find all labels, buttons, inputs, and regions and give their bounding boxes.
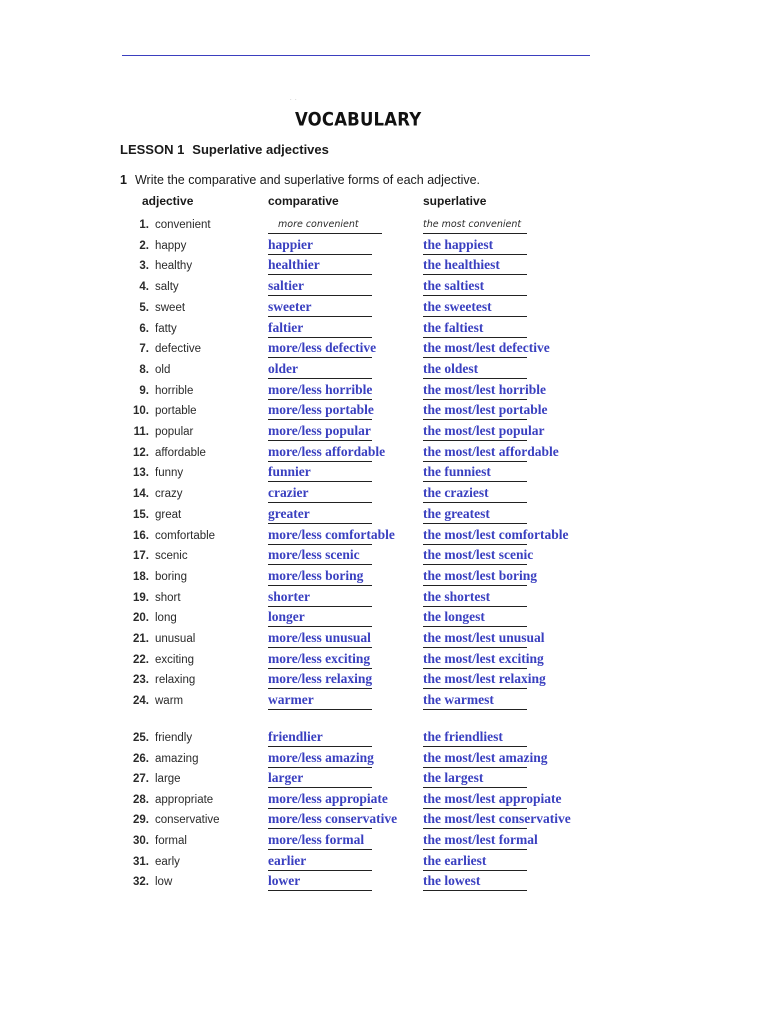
adjective-word: friendly (155, 732, 193, 744)
adjective-cell (128, 240, 263, 252)
adjective-cell (128, 302, 263, 314)
adjective-cell (128, 612, 263, 624)
adjective-word: healthy (155, 260, 193, 273)
adjective-cell (128, 509, 263, 521)
comparative-answer[interactable]: more/less amazing (268, 750, 372, 768)
adjective-cell (128, 323, 263, 335)
comparative-answer[interactable]: faltier (268, 320, 372, 338)
adjective-cell (128, 260, 263, 272)
item-number: 32. (133, 876, 149, 889)
table-row (0, 320, 768, 340)
adjective-cell (128, 695, 263, 707)
item-number: 30. (133, 835, 149, 847)
adjective-word: exciting (155, 653, 194, 666)
table-row (0, 750, 768, 770)
adjective-word: defective (155, 343, 202, 356)
adjective-cell (128, 405, 263, 417)
superlative-answer[interactable]: the most/lest exciting (423, 651, 527, 669)
table-row (0, 340, 768, 360)
comparative-answer[interactable]: warmer (268, 692, 372, 710)
comparative-answer[interactable]: more/less appropiate (268, 791, 372, 809)
superlative-answer[interactable]: the lowest (423, 873, 527, 891)
adjective-word: short (155, 591, 181, 604)
table-row (0, 382, 768, 402)
superlative-answer[interactable]: the friendliest (423, 729, 527, 747)
table-row (0, 692, 768, 712)
adjective-cell (128, 773, 263, 785)
table-row (0, 485, 768, 505)
adjective-word: amazing (155, 752, 199, 765)
item-number: 15. (133, 508, 149, 521)
adjective-word: relaxing (155, 674, 196, 687)
superlative-answer[interactable]: the most/lest scenic (423, 547, 527, 565)
superlative-answer[interactable]: the oldest (423, 361, 527, 379)
adjective-cell (128, 732, 263, 744)
comparative-answer[interactable]: lower (268, 873, 372, 891)
item-number: 6. (139, 322, 149, 335)
comparative-answer[interactable]: more/less boring (268, 568, 372, 586)
comparative-answer[interactable]: more/less formal (268, 832, 372, 850)
superlative-answer[interactable]: the earliest (423, 853, 527, 871)
table-row (0, 729, 768, 749)
table-row (0, 216, 768, 236)
adjective-cell (128, 794, 263, 806)
adjective-word: sweet (155, 301, 186, 314)
lesson-label: LESSON 1 (120, 142, 185, 157)
adjective-word: great (155, 508, 182, 521)
superlative-answer[interactable]: the most/lest relaxing (423, 671, 527, 689)
adjective-cell (128, 835, 263, 847)
comparative-answer[interactable]: sweeter (268, 299, 372, 317)
item-number: 2. (139, 239, 149, 252)
adjective-cell (128, 856, 263, 868)
example-superlative[interactable]: the most convenient (423, 216, 527, 234)
adjective-cell (128, 447, 263, 459)
adjective-word: warm (155, 695, 184, 708)
adjective-cell (128, 633, 263, 645)
adjective-word: funny (155, 467, 184, 480)
adjective-cell (128, 467, 263, 479)
adjective-word: popular (155, 426, 194, 438)
adjective-word: portable (155, 405, 197, 418)
table-row (0, 257, 768, 277)
adjective-word: low (155, 876, 173, 889)
comparative-answer[interactable]: older (268, 361, 372, 379)
adjective-word: comfortable (155, 529, 216, 542)
header-comparative: comparative (268, 194, 339, 208)
comparative-answer[interactable]: healthier (268, 257, 372, 275)
adjective-word: long (155, 612, 177, 625)
item-number: 17. (133, 550, 149, 563)
adjective-cell (128, 814, 263, 826)
table-row (0, 278, 768, 298)
adjective-word: early (155, 855, 180, 868)
table-row (0, 873, 768, 893)
superlative-answer[interactable]: the most/lest portable (423, 402, 527, 420)
page-title: VOCABULARY (295, 108, 422, 130)
table-row (0, 651, 768, 671)
item-number: 20. (133, 612, 149, 625)
header-superlative: superlative (423, 194, 487, 208)
superlative-answer[interactable]: the healthiest (423, 257, 527, 275)
adjective-cell (128, 530, 263, 542)
adjective-word: happy (155, 239, 187, 252)
comparative-answer[interactable]: more/less comfortable (268, 527, 372, 545)
comparative-answer[interactable]: greater (268, 506, 372, 524)
superlative-answer[interactable]: the faltiest (423, 320, 527, 338)
item-number: 22. (133, 653, 149, 666)
adjective-cell (128, 385, 263, 397)
table-row (0, 506, 768, 526)
item-number: 28. (133, 793, 149, 806)
table-row (0, 671, 768, 691)
adjective-word: formal (155, 835, 187, 847)
superlative-answer[interactable]: the most/lest unusual (423, 630, 527, 648)
comparative-answer[interactable]: saltier (268, 278, 372, 296)
adjective-cell (128, 592, 263, 604)
table-row (0, 237, 768, 257)
item-number: 11. (133, 426, 149, 438)
table-row (0, 791, 768, 811)
adjective-word: old (155, 363, 171, 376)
item-number: 13. (133, 467, 149, 480)
comparative-answer[interactable]: crazier (268, 485, 372, 503)
item-number: 12. (133, 446, 149, 459)
adjective-cell (128, 488, 263, 500)
superlative-answer[interactable]: the happiest (423, 237, 527, 255)
table-row (0, 299, 768, 319)
superlative-answer[interactable]: the craziest (423, 485, 527, 503)
superlative-answer[interactable]: the longest (423, 609, 527, 627)
adjective-cell (128, 654, 263, 666)
superlative-answer[interactable]: the most/lest amazing (423, 750, 527, 768)
adjective-word: crazy (155, 488, 183, 501)
comparative-answer[interactable]: more/less scenic (268, 547, 372, 565)
instruction-text: Write the comparative and superlative forms of each adjective. (134, 173, 481, 187)
table-row (0, 527, 768, 547)
comparative-answer[interactable]: friendlier (268, 729, 372, 747)
superlative-answer[interactable]: the greatest (423, 506, 527, 524)
superlative-answer[interactable]: the funniest (423, 464, 527, 482)
adjective-word: large (155, 773, 181, 786)
item-number: 18. (133, 570, 149, 583)
superlative-answer[interactable]: the most/lest horrible (423, 382, 527, 400)
superlative-answer[interactable]: the saltiest (423, 278, 527, 296)
adjective-cell (128, 281, 263, 293)
superlative-answer[interactable]: the most/lest formal (423, 832, 527, 850)
item-number: 9. (139, 384, 149, 397)
adjective-word: unusual (155, 633, 196, 645)
item-number: 5. (139, 301, 149, 314)
table-row (0, 423, 768, 443)
comparative-answer[interactable]: more/less affordable (268, 444, 372, 462)
adjective-cell (128, 364, 263, 376)
table-row (0, 770, 768, 790)
lesson-topic: Superlative adjectives (192, 142, 329, 157)
comparative-answer[interactable]: earlier (268, 853, 372, 871)
comparative-answer[interactable]: larger (268, 770, 372, 788)
item-number: 1. (139, 219, 149, 231)
item-number: 14. (133, 488, 149, 501)
adjective-cell (128, 753, 263, 765)
table-row (0, 361, 768, 381)
superlative-answer[interactable]: the shortest (423, 589, 527, 607)
superlative-answer[interactable]: the most/lest conservative (423, 811, 527, 829)
table-row (0, 444, 768, 464)
decorative-speck: · · (290, 97, 298, 103)
item-number: 31. (133, 855, 149, 868)
item-number: 26. (133, 752, 149, 765)
item-number: 25. (133, 732, 149, 744)
comparative-answer[interactable]: more/less conservative (268, 811, 372, 829)
header-adjective: adjective (142, 194, 194, 208)
item-number: 21. (133, 633, 149, 645)
item-number: 8. (139, 363, 149, 376)
adjective-word: conservative (155, 814, 220, 827)
table-row (0, 547, 768, 567)
item-number: 29. (133, 814, 149, 827)
superlative-answer[interactable]: the most/lest popular (423, 423, 527, 441)
adjective-cell (128, 426, 263, 438)
exercise-number: 1 (120, 173, 127, 187)
adjective-cell (128, 674, 263, 686)
comparative-answer[interactable]: shorter (268, 589, 372, 607)
item-number: 27. (133, 773, 149, 786)
item-number: 3. (139, 260, 149, 273)
item-number: 4. (139, 281, 149, 294)
adjective-word: fatty (155, 322, 177, 335)
item-number: 10. (133, 405, 149, 418)
adjective-cell (128, 343, 263, 355)
comparative-answer[interactable]: more/less relaxing (268, 671, 372, 689)
superlative-answer[interactable]: the most/lest appropiate (423, 791, 527, 809)
table-row (0, 402, 768, 422)
adjective-cell (128, 219, 263, 231)
adjective-word: horrible (155, 384, 194, 397)
comparative-answer[interactable]: funnier (268, 464, 372, 482)
item-number: 16. (133, 529, 149, 542)
table-row (0, 609, 768, 629)
table-row (0, 853, 768, 873)
superlative-answer[interactable]: the most/lest defective (423, 340, 527, 358)
table-row (0, 832, 768, 852)
lesson-heading (120, 142, 329, 157)
superlative-answer[interactable]: the warmest (423, 692, 527, 710)
comparative-answer[interactable]: more/less exciting (268, 651, 372, 669)
item-number: 19. (133, 591, 149, 604)
item-number: 7. (139, 343, 149, 356)
superlative-answer[interactable]: the most/lest comfortable (423, 527, 527, 545)
comparative-answer[interactable]: longer (268, 609, 372, 627)
adjective-word: appropriate (155, 793, 214, 806)
adjective-word: boring (155, 570, 187, 583)
superlative-answer[interactable]: the sweetest (423, 299, 527, 317)
table-row (0, 464, 768, 484)
exercise-instruction (120, 173, 480, 187)
adjective-word: scenic (155, 550, 188, 563)
adjective-word: salty (155, 281, 179, 294)
superlative-answer[interactable]: the most/lest boring (423, 568, 527, 586)
table-row (0, 568, 768, 588)
adjective-cell (128, 876, 263, 888)
comparative-answer[interactable]: more/less defective (268, 340, 372, 358)
adjective-cell (128, 571, 263, 583)
example-comparative[interactable]: more convenient (268, 216, 382, 234)
table-row (0, 811, 768, 831)
table-row (0, 589, 768, 609)
adjective-word: convenient (155, 219, 211, 231)
adjective-word: affordable (155, 446, 206, 459)
table-row (0, 630, 768, 650)
item-number: 24. (133, 695, 149, 708)
comparative-answer[interactable]: more/less popular (268, 423, 372, 441)
comparative-answer[interactable]: more/less portable (268, 402, 372, 420)
comparative-answer[interactable]: more/less horrible (268, 382, 372, 400)
superlative-answer[interactable]: the most/lest affordable (423, 444, 527, 462)
item-number: 23. (133, 674, 149, 687)
top-rule (122, 55, 590, 56)
comparative-answer[interactable]: happier (268, 237, 372, 255)
comparative-answer[interactable]: more/less unusual (268, 630, 372, 648)
adjective-cell (128, 550, 263, 562)
superlative-answer[interactable]: the largest (423, 770, 527, 788)
